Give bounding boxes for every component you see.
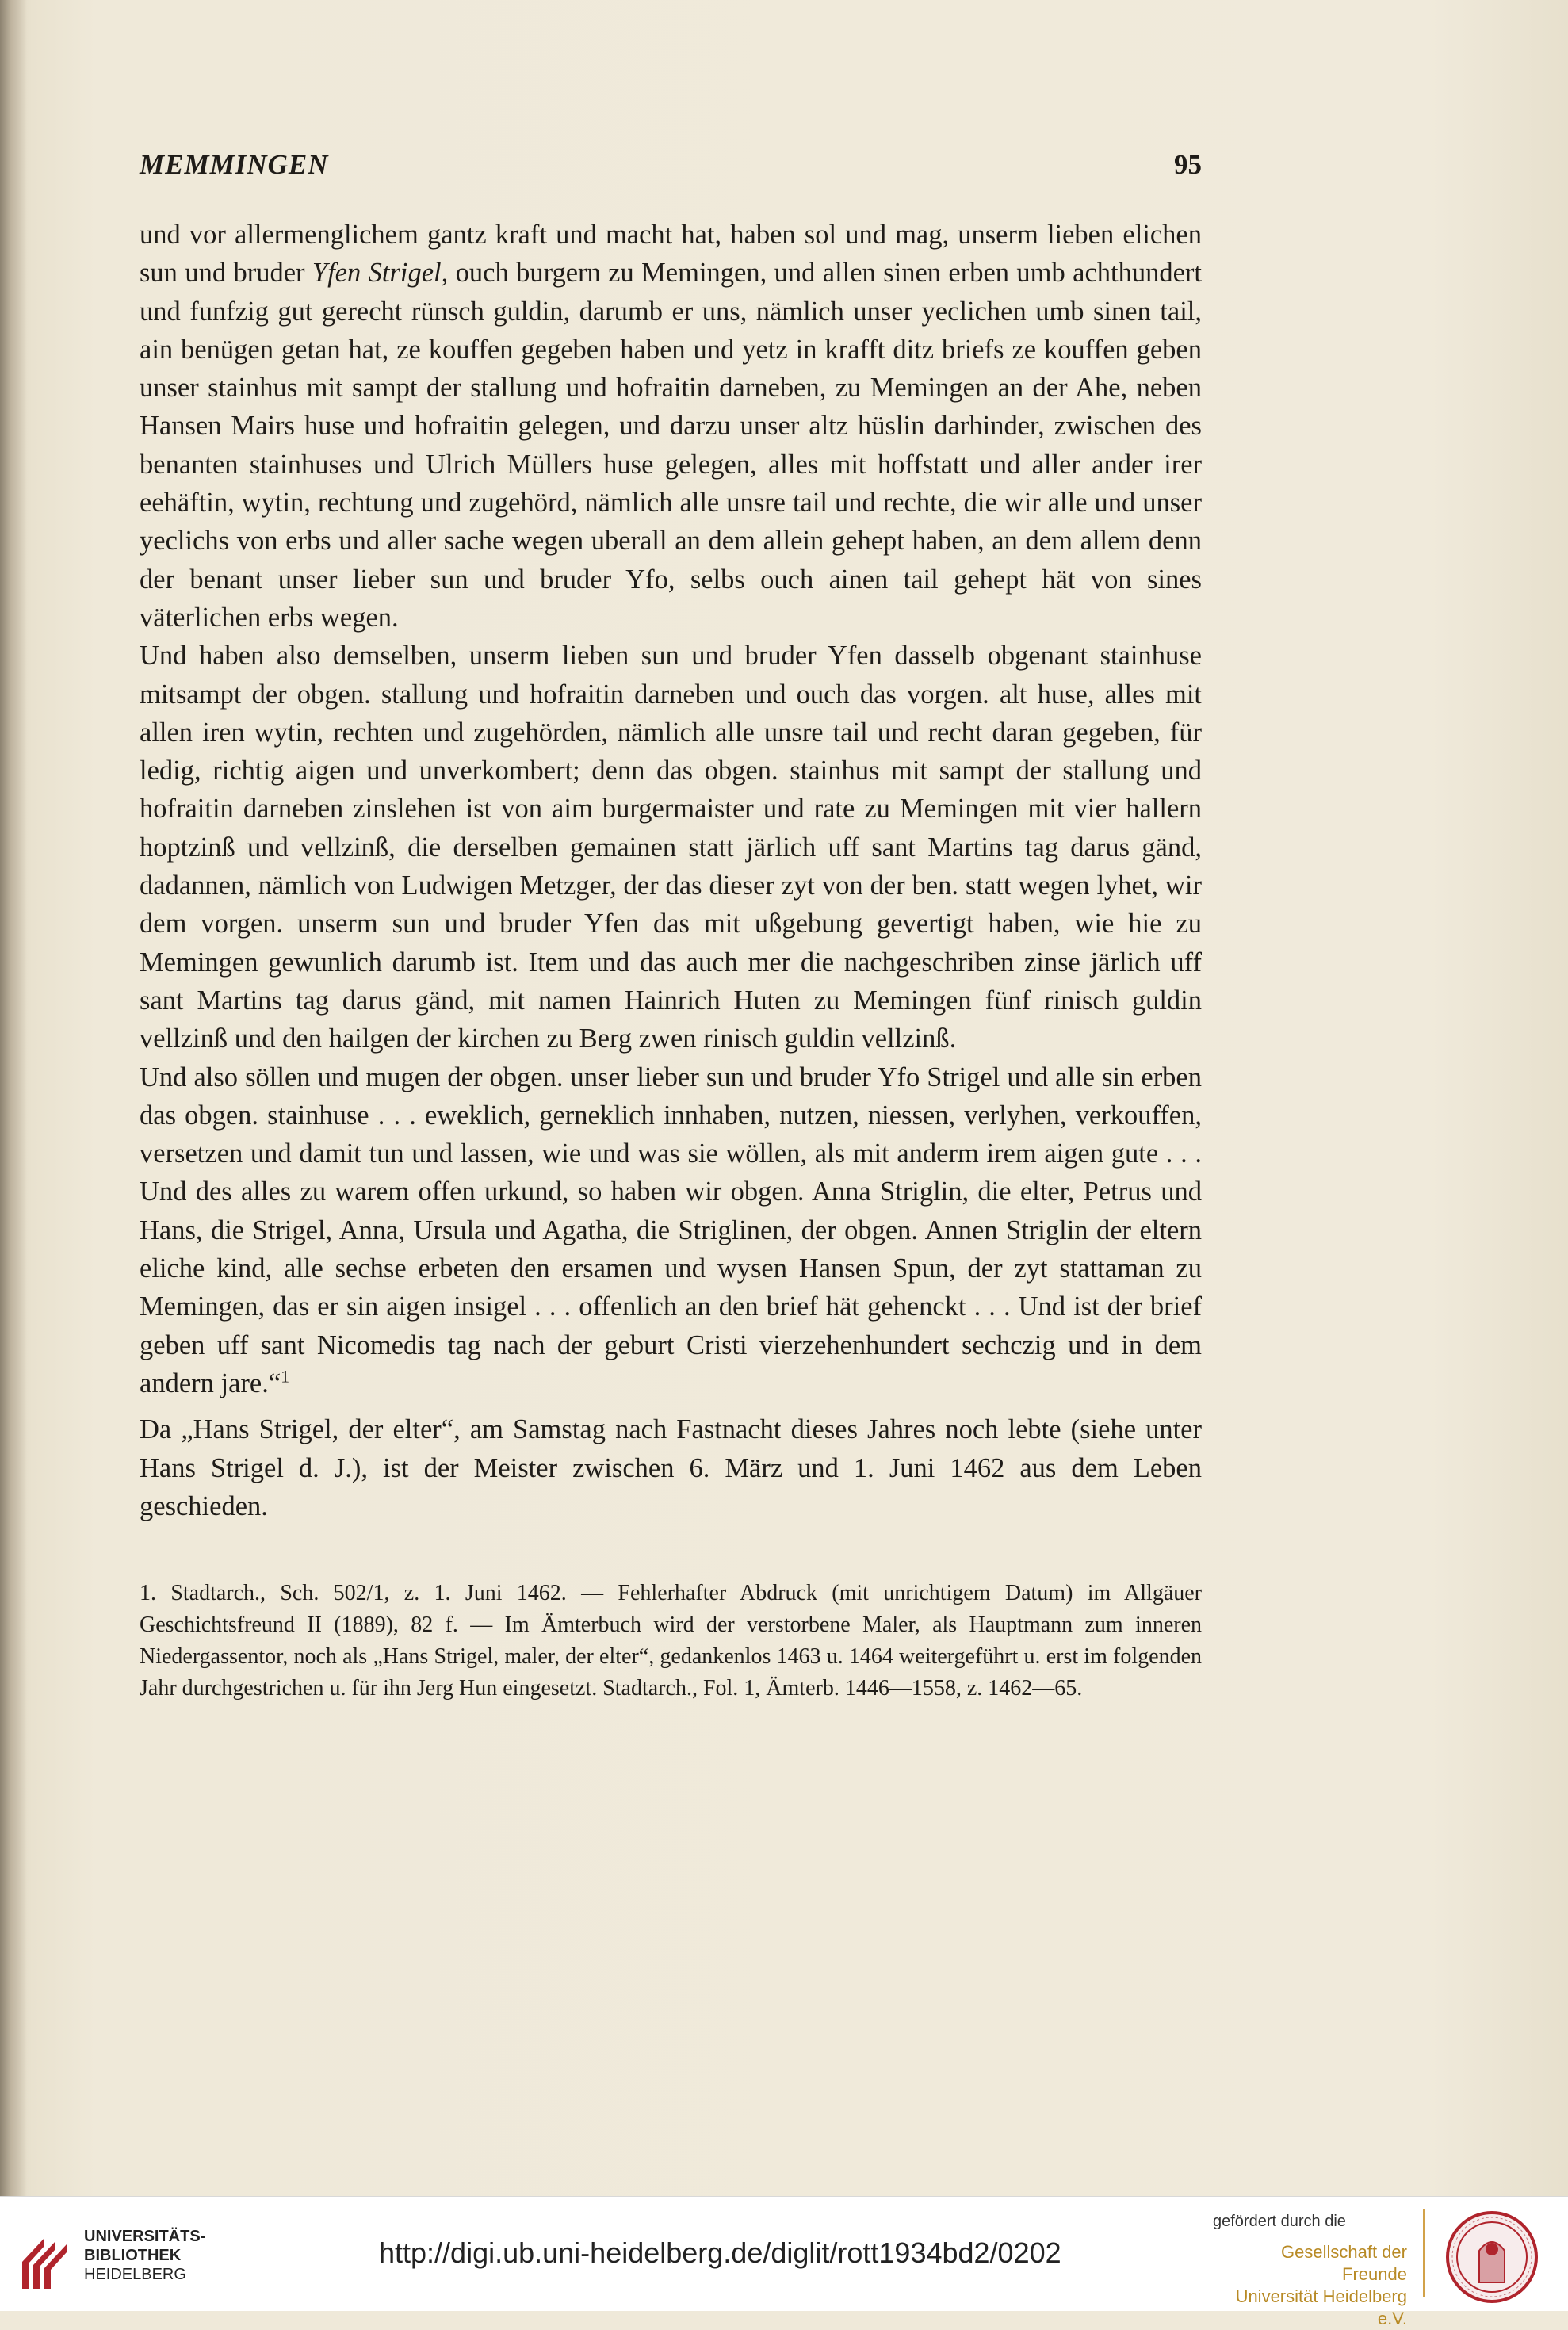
society-line-2: Universität Heidelberg e.V. — [1235, 2286, 1407, 2328]
library-name-line-2: BIBLIOTHEK — [84, 2247, 182, 2264]
friends-society-name — [1213, 2241, 1407, 2330]
library-name-line-3: HEIDELBERG — [84, 2266, 186, 2283]
book-spine-shadow — [0, 0, 27, 2196]
footnote-number: 1. — [140, 1581, 156, 1606]
footnote-1 — [140, 1578, 1202, 1704]
library-logo-icon[interactable] — [17, 2214, 73, 2294]
society-line-1: Gesellschaft der Freunde — [1281, 2242, 1407, 2284]
paragraph-1-text-b: ouch burgern zu Memingen, und allen sinen erben umb achthundert und funfzig gut gerecht rünsch guldin, darumb er uns, nämlich unser yeclichen umb sinen tail, ain benügen getan hat, ze kouffen gegeben haben und yetz in krafft ditz briefs ze kouffen geben unser stainhus mit sampt der stallung und hofraitin darneben, zu Memingen an der Ahe, neben Hansen Mairs huse und hofraitin gelegen, und darzu unser altz hüslin darhinder, zwischen des benanten stainhuses und Ulrich Müllers huse gelegen, alles mit hoffstatt und aller ander irer eehäftin, wytin, rechtung und zugehörd, nämlich alle unsre tail und rechte, die wir alle und unser yeclichs von erbs und aller sache wegen uberall an dem allein gehept haben, an dem allem denn der benant unser lieber sun und bruder Yfo, selbs ouch ainen tail gehept hät von sines väterlichen erbs wegen. — [140, 258, 1203, 633]
paragraph-4: Da „Hans Strigel, der elter“, am Samstag nach Fastnacht dieses Jahres noch lebte (siehe unter Hans Strigel d. J.), ist der Meister zwischen 6. März und 1. Juni 1462 aus dem Leben geschieden. — [140, 1414, 1202, 1521]
paragraph-1-text-a: und vor allermenglichem gantz kraft und macht hat, haben sol und mag, unserm lieben elichen sun und bruder — [140, 220, 1202, 289]
footnote-reference[interactable]: 1 — [281, 1366, 290, 1387]
permalink[interactable]: http://digi.ub.uni-heidelberg.de/diglit/rott1934bd2/0202 — [379, 2236, 1061, 2269]
paragraph-1-italic-name: Yfen Strigel, — [312, 258, 449, 289]
footnote-text: Stadtarch., Sch. 502/1, z. 1. Juni 1462. — Fehlerhafter Abdruck (mit unrichtigem Datum) im Allgäuer Geschichtsfreund II (1889), 82 f. — Im Ämterbuch wird der verstorbene Maler, als Hauptmann zum inneren Niedergassentor, noch als „Hans Strigel, maler, der elter“, gedankenlos 1463 u. 1464 weitergeführt u. erst im folgenden Jahr durchgestrichen u. für ihn Jerg Hun eingesetzt. Stadtarch., Fol. 1, Ämterb. 1446—1558, z. 1462—65. — [140, 1581, 1202, 1701]
library-name — [84, 2227, 205, 2284]
paragraph-3 — [140, 1058, 1202, 1403]
running-title: MEMMINGEN — [140, 149, 329, 180]
digitization-footer — [0, 2196, 1568, 2328]
page-number: 95 — [1174, 149, 1202, 180]
paragraph-1 — [140, 216, 1202, 637]
paragraph-3-text: Und also söllen und mugen der obgen. unser lieber sun und bruder Yfo Strigel und alle sin erben das obgen. stainhuse . . . eweklich, gerneklich innhaben, nutzen, niessen, verlyhen, verkouffen, versetzen und damit tun und lassen, wie und was sie wöllen, als mit anderm irem aigen gute . . . Und des alles zu warem offen urkund, so haben wir obgen. Anna Striglin, die elter, Petrus und Hans, die Strigel, Anna, Ursula und Agatha, die Striglinen, der obgen. Annen Striglin der eltern eliche kind, alle sechse erbeten den ersamen und wysen Hansen Spun, der zyt stattaman zu Memingen, das er sin aigen insigel . . . offenlich an den brief hät gehenckt . . . Und ist der brief geben uff sant Nicomedis tag nach der geburt Cristi vierzehenhundert sechczig und in dem andern jare.“ — [140, 1062, 1202, 1398]
footnotes — [140, 1578, 1202, 1704]
library-name-line-1: UNIVERSITÄTS- — [84, 2228, 206, 2245]
footer-divider — [1423, 2209, 1425, 2297]
body-text — [140, 216, 1202, 1525]
paragraph-2: Und haben also demselben, unserm lieben sun und bruder Yfen dasselb obgenant stainhuse mitsampt der obgen. stallung und hofraitin darneben und ouch das vorgen. alt huse, alles mit allen iren wytin, rechten und zugehörden, nämlich alle unsre tail und recht daran gegeben, für ledig, richtig aigen und unverkombert; denn das obgen. stainhus mit sampt der stallung und hofraitin darneben zinslehen ist von aim burgermaister und rate zu Memingen mit vier hallern hoptzinß und vellzinß, die derselben gemainen statt järlich uff sant Martins tag darus gänd, dadannen, nämlich von Ludwigen Metzger, der das dieser zyt von der ben. statt wegen lyhet, wir dem vorgen. unserm sun und bruder Yfen das mit ußgebung gevertigt haben, wie hie zu Memingen gewunlich darumb ist. Item und das auch mer die nachgeschriben zinse järlich uff sant Martins tag darus gänd, mit namen Hainrich Huten zu Memingen fünf rinisch guldin vellzinß und den hailgen der kirchen zu Berg zwen rinisch guldin vellzinß. — [140, 641, 1202, 1054]
funded-by-label: gefördert durch die — [1213, 2213, 1346, 2230]
running-head — [140, 149, 1202, 193]
university-seal-icon[interactable] — [1444, 2209, 1539, 2305]
book-page — [140, 149, 1202, 1704]
